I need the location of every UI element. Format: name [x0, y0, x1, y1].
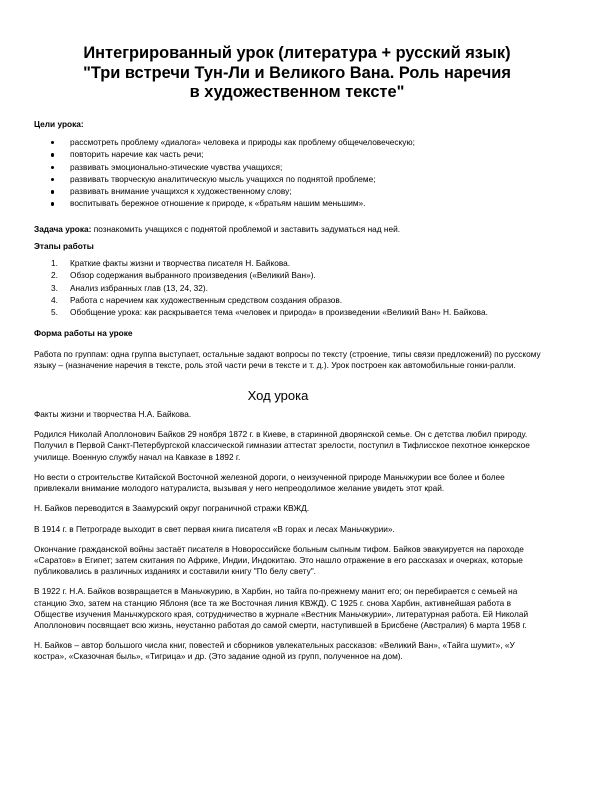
title-line-1: Интегрированный урок (литература + русский язык) [83, 44, 511, 62]
course-paragraph: Окончание гражданской войны застаёт писателя в Новороссийске больным сыпным тифом. Байков эвакуируется на пароходе «Саратов» в Египет; затем скитания по Африке, Индии, Индокитаю. Это нашло отражение в его рассказах и очерках, которые публиковались в различных изданиях и составили книгу "По белу свету". [34, 543, 524, 577]
goals-heading: Цели урока: [34, 118, 84, 129]
list-item: развивать внимание учащихся к художественному слову; [34, 186, 546, 197]
task-paragraph [34, 224, 546, 235]
form-text: Работа по группам: одна группа выступает, остальные задают вопросы по тексту (строение, типы связи предложений) по русскому языку – (назначение наречия в тексте, роль этой части речи в тексте и т. д.). Урок построен как автомобильные гонки-ралли. [34, 348, 541, 370]
course-paragraph: В 1922 г. Н.А. Байков возвращается в Маньчжурию, в Харбин, но тайга по-прежнему манит его; он перебирается с семьей на станцию Эхо, затем на станцию Яблоня (все та же Восточная линия КВЖД). С 1925 г. снова Харбин, активнейшая работа в Обществе изучения Маньчжурского края, сотрудничество в журнале «Вестник Маньчжурии», литературная работа. Ей Николай Аполлонович посвящает всю жизнь, неустанно работая до самой смерти, наступившей в Брисбене (Австралия) 6 марта 1958 г. [34, 586, 529, 630]
goals-list [34, 137, 546, 210]
list-item: развивать творческую аналитическую мысль учащихся по поднятой проблеме; [34, 174, 546, 185]
course-subheading: Факты жизни и творчества Н.А. Байкова. [34, 409, 192, 420]
title-line-3: в художественном тексте" [189, 83, 405, 102]
item-number: 3. [51, 282, 58, 293]
item-number: 4. [51, 294, 58, 305]
title-line-2: "Три встречи Тун-Ли и Великого Вана. Роль наречия [83, 63, 511, 82]
item-number: 2. [51, 270, 58, 281]
list-item [34, 307, 546, 318]
item-text: Анализ избранных глав (13, 24, 32). [70, 282, 208, 293]
list-item [34, 283, 546, 294]
item-text: Краткие факты жизни и творчества писателя Н. Байкова. [70, 258, 291, 269]
list-item: воспитывать бережное отношение к природе, к «братьям нашим меньшим». [34, 198, 546, 209]
course-heading: Ход урока [247, 388, 309, 404]
list-item [34, 295, 546, 306]
list-item: рассмотреть проблему «диалога» человека и природы как проблему общечеловеческую; [34, 137, 546, 148]
item-text: Обзор содержания выбранного произведения («Великий Ван»). [70, 270, 316, 281]
list-item: повторить наречие как часть речи; [34, 149, 546, 160]
task-text: познакомить учащихся с поднятой проблемой и заставить задуматься над ней. [91, 223, 401, 234]
stages-heading: Этапы работы [34, 240, 94, 251]
stages-list [34, 258, 546, 318]
course-paragraph: В 1914 г. в Петрограде выходит в свет первая книга писателя «В горах и лесах Маньчжурии». [34, 523, 395, 534]
page-title [34, 44, 546, 103]
item-text: Обобщение урока: как раскрывается тема «человек и природа» в произведении «Великий Ван» Н. Байкова. [70, 307, 488, 318]
list-item [34, 270, 546, 281]
item-number: 5. [51, 307, 58, 318]
item-number: 1. [51, 258, 58, 269]
course-paragraph: Н. Байков переводится в Заамурский округ пограничной стражи КВЖД. [34, 503, 310, 514]
form-heading: Форма работы на уроке [34, 328, 133, 339]
list-item: развивать эмоционально-этические чувства учащихся; [34, 162, 546, 173]
list-item [34, 258, 546, 269]
course-paragraph: Но вести о строительстве Китайской Восточной железной дороги, о неизученной природе Маньчжурии все более и более привлекали внимание молодого натуралиста, вызывая у него непреодолимое желание увидеть этот край. [34, 471, 505, 494]
item-text: Работа с наречием как художественным средством создания образов. [70, 294, 343, 305]
course-paragraph: Родился Николай Аполлонович Байков 29 ноября 1872 г. в Киеве, в старинной дворянской семье. Он с детства любил природу. Получил в Первой Санкт-Петербургской классической гимназии аттестат зрелости, поступил в Тифлисское пехотное юнкерское училище. Военную службу начал на Кавказе в 1892 г. [34, 429, 530, 462]
task-label: Задача урока: [34, 223, 92, 234]
course-paragraph: Н. Байков – автор большого числа книг, повестей и сборников увлекательных рассказов: «Великий Ван», «Тайга шумит», «У костра», «Сказочная быль», «Тигрица» и др. (Это задание одной из групп, полученное на дом). [34, 640, 515, 662]
